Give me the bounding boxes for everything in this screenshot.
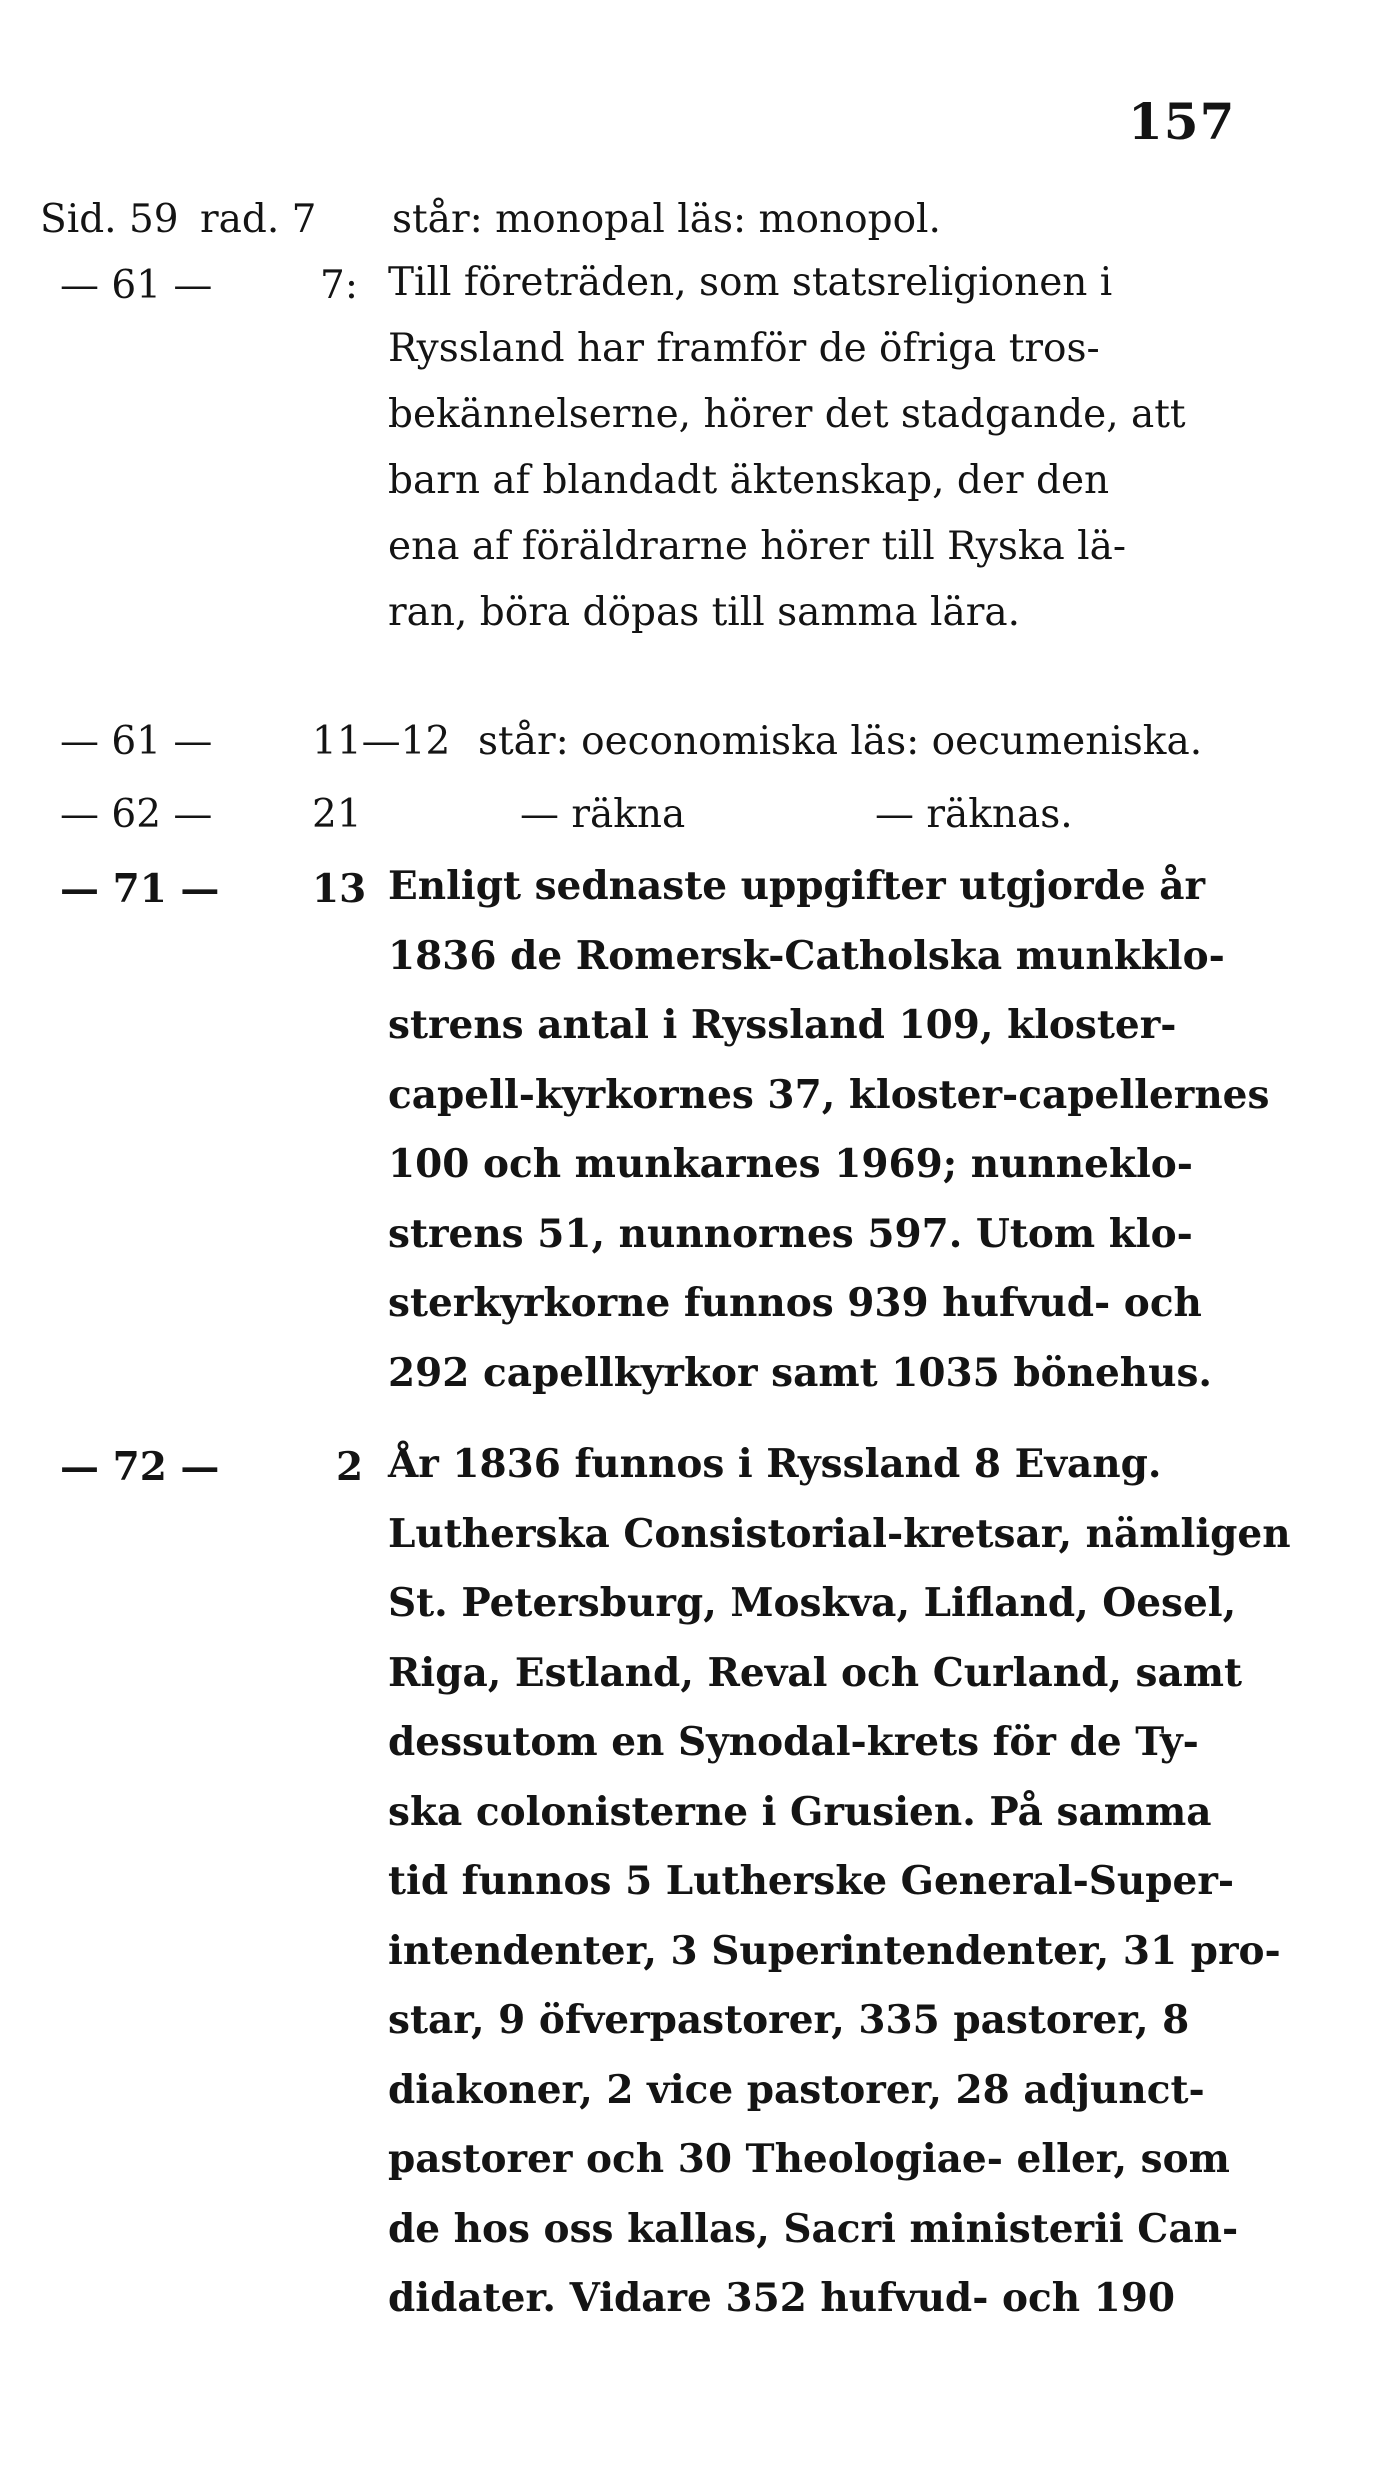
correction-line: 1836 de Romersk-Catholska munkklo- xyxy=(388,932,1225,979)
correction-block xyxy=(388,1430,1318,2334)
correction-line: Lutherska Consistorial-kretsar, nämligen xyxy=(388,1510,1291,1557)
page-ref: — 61 — xyxy=(60,263,213,308)
correction-line: strens 51, nunnornes 597. Utom klo- xyxy=(388,1210,1193,1257)
correction-line: Riga, Estland, Reval och Curland, samt xyxy=(388,1649,1243,1696)
correction-line: ena af föräldrarne hörer till Ryska lä- xyxy=(388,524,1127,569)
correction-line: dessutom en Synodal-krets för de Ty- xyxy=(388,1719,1199,1765)
correction-line: Enligt sednaste uppgifter utgjorde år xyxy=(388,863,1206,909)
correction-line: Ryssland har framför de öfriga tros- xyxy=(388,326,1100,371)
correction-line: star, 9 öfverpastorer, 335 pastorer, 8 xyxy=(388,1997,1190,2043)
correction-line: 292 capellkyrkor samt 1035 bönehus. xyxy=(388,1349,1213,1396)
correction-line: tid funnos 5 Lutherske General-Super- xyxy=(388,1858,1235,1904)
correction-line: pastorer och 30 Theologiae- eller, som xyxy=(388,2136,1230,2182)
correction-text: står: oeconomiska läs: oecumeniska. xyxy=(478,719,1203,764)
correction-line: diakoner, 2 vice pastorer, 28 adjunct- xyxy=(388,2066,1205,2113)
correction-line: ska colonisterne i Grusien. På samma xyxy=(388,1788,1212,1835)
correction-line: de hos oss kallas, Sacri ministerii Can- xyxy=(388,2205,1239,2252)
correction-line: Till företräden, som statsreligionen i xyxy=(388,260,1113,305)
line-ref: 11—12 xyxy=(312,719,451,764)
page-ref: — 71 — xyxy=(60,866,220,912)
correction-line: bekännelserne, hörer det stadgande, att xyxy=(388,392,1186,437)
correction-line: strens antal i Ryssland 109, kloster- xyxy=(388,1002,1177,1048)
line-ref: 13 xyxy=(312,866,367,912)
page-ref: Sid. 59 xyxy=(40,197,179,242)
line-ref: 21 xyxy=(312,792,362,837)
correction-line: barn af blandadt äktenskap, der den xyxy=(388,458,1110,503)
line-ref: rad. 7 xyxy=(200,197,317,242)
correction-line: St. Petersburg, Moskva, Lifland, Oesel, xyxy=(388,1580,1237,1626)
correction-line: sterkyrkorne funnos 939 hufvud- och xyxy=(388,1280,1202,1326)
correction-line: intendenter, 3 Superintendenter, 31 pro- xyxy=(388,1927,1281,1974)
correction-line: capell-kyrkornes 37, kloster-capellernes xyxy=(388,1071,1270,1118)
page-ref: — 61 — xyxy=(60,719,213,764)
line-ref: 7: xyxy=(320,263,358,308)
correction-block xyxy=(388,852,1318,1408)
page-number: 157 xyxy=(1128,92,1236,151)
page-ref: — 72 — xyxy=(60,1444,220,1490)
page-ref: — 62 — xyxy=(60,792,213,837)
correction-line: 100 och munkarnes 1969; nunneklo- xyxy=(388,1141,1193,1187)
wrong-word: — räkna xyxy=(520,792,686,837)
right-word: — räknas. xyxy=(875,792,1073,837)
correction-text: står: monopal läs: monopol. xyxy=(392,197,941,242)
correction-line: didater. Vidare 352 hufvud- och 190 xyxy=(388,2275,1176,2321)
line-ref: 2 xyxy=(336,1444,364,1490)
correction-block xyxy=(388,250,1318,646)
correction-line: År 1836 funnos i Ryssland 8 Evang. xyxy=(388,1441,1162,1487)
correction-line: ran, böra döpas till samma lära. xyxy=(388,590,1020,635)
